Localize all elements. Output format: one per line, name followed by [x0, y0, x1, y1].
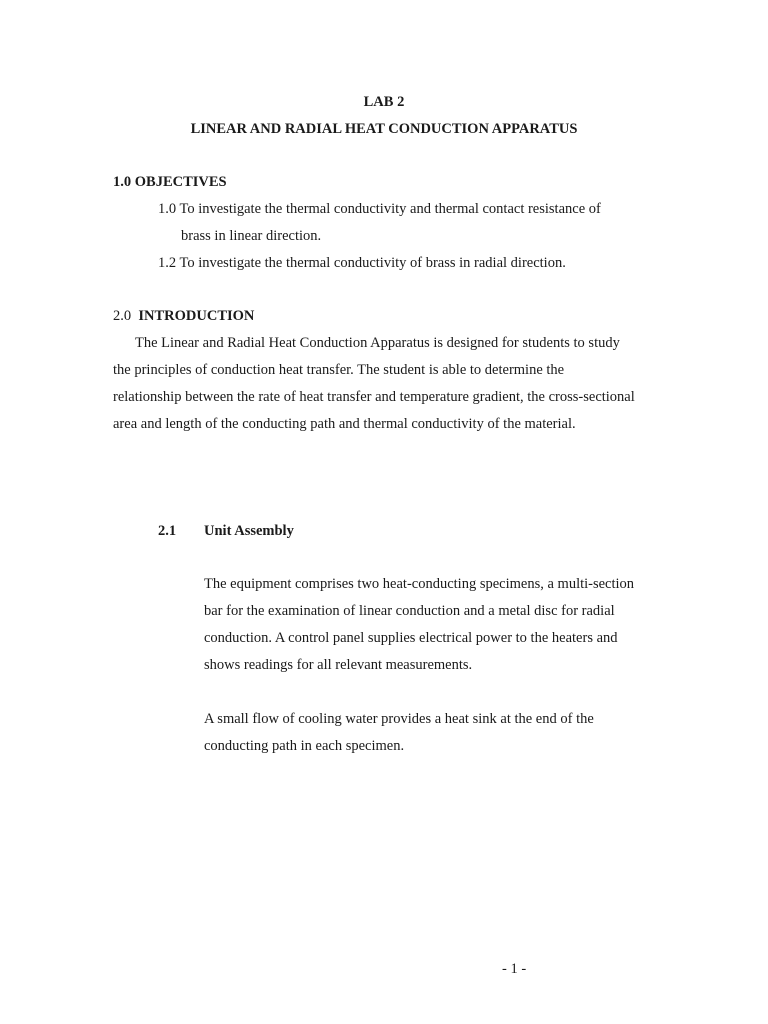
lab-number: LAB 2 — [363, 94, 405, 110]
unit-assembly-p2-line-2: conducting path in each specimen. — [204, 738, 405, 754]
objective-2: 1.2 To investigate the thermal conductivity of brass in radial direction. — [158, 255, 566, 271]
unit-assembly-heading: Unit Assembly — [204, 523, 294, 539]
introduction-line-2: the principles of conduction heat transfer. The student is able to determine the — [113, 362, 565, 378]
unit-assembly-p1-line-4: shows readings for all relevant measurements. — [204, 657, 473, 673]
unit-assembly-p2-line-1: A small flow of cooling water provides a heat sink at the end of the — [204, 711, 594, 727]
introduction-line-1: The Linear and Radial Heat Conduction Apparatus is designed for students to study — [135, 335, 620, 351]
page-number: - 1 - — [502, 961, 527, 977]
document-title: LINEAR AND RADIAL HEAT CONDUCTION APPARATUS — [190, 121, 578, 137]
unit-assembly-p1-line-3: conduction. A control panel supplies electrical power to the heaters and — [204, 630, 618, 646]
introduction-line-4: area and length of the conducting path and thermal conductivity of the material. — [113, 416, 576, 432]
introduction-number: 2.0 — [113, 308, 132, 324]
objective-1-line-2: brass in linear direction. — [181, 228, 322, 244]
objectives-heading: 1.0 OBJECTIVES — [113, 174, 227, 190]
unit-assembly-number: 2.1 — [158, 523, 177, 539]
introduction-line-3: relationship between the rate of heat transfer and temperature gradient, the cross-sectional — [113, 389, 635, 405]
objective-1-line-1: 1.0 To investigate the thermal conductivity and thermal contact resistance of — [158, 201, 601, 217]
unit-assembly-p1-line-1: The equipment comprises two heat-conducting specimens, a multi-section — [204, 576, 635, 592]
introduction-title: INTRODUCTION — [138, 308, 255, 324]
introduction-heading — [113, 308, 254, 325]
unit-assembly-p1-line-2: bar for the examination of linear conduction and a metal disc for radial — [204, 603, 615, 619]
